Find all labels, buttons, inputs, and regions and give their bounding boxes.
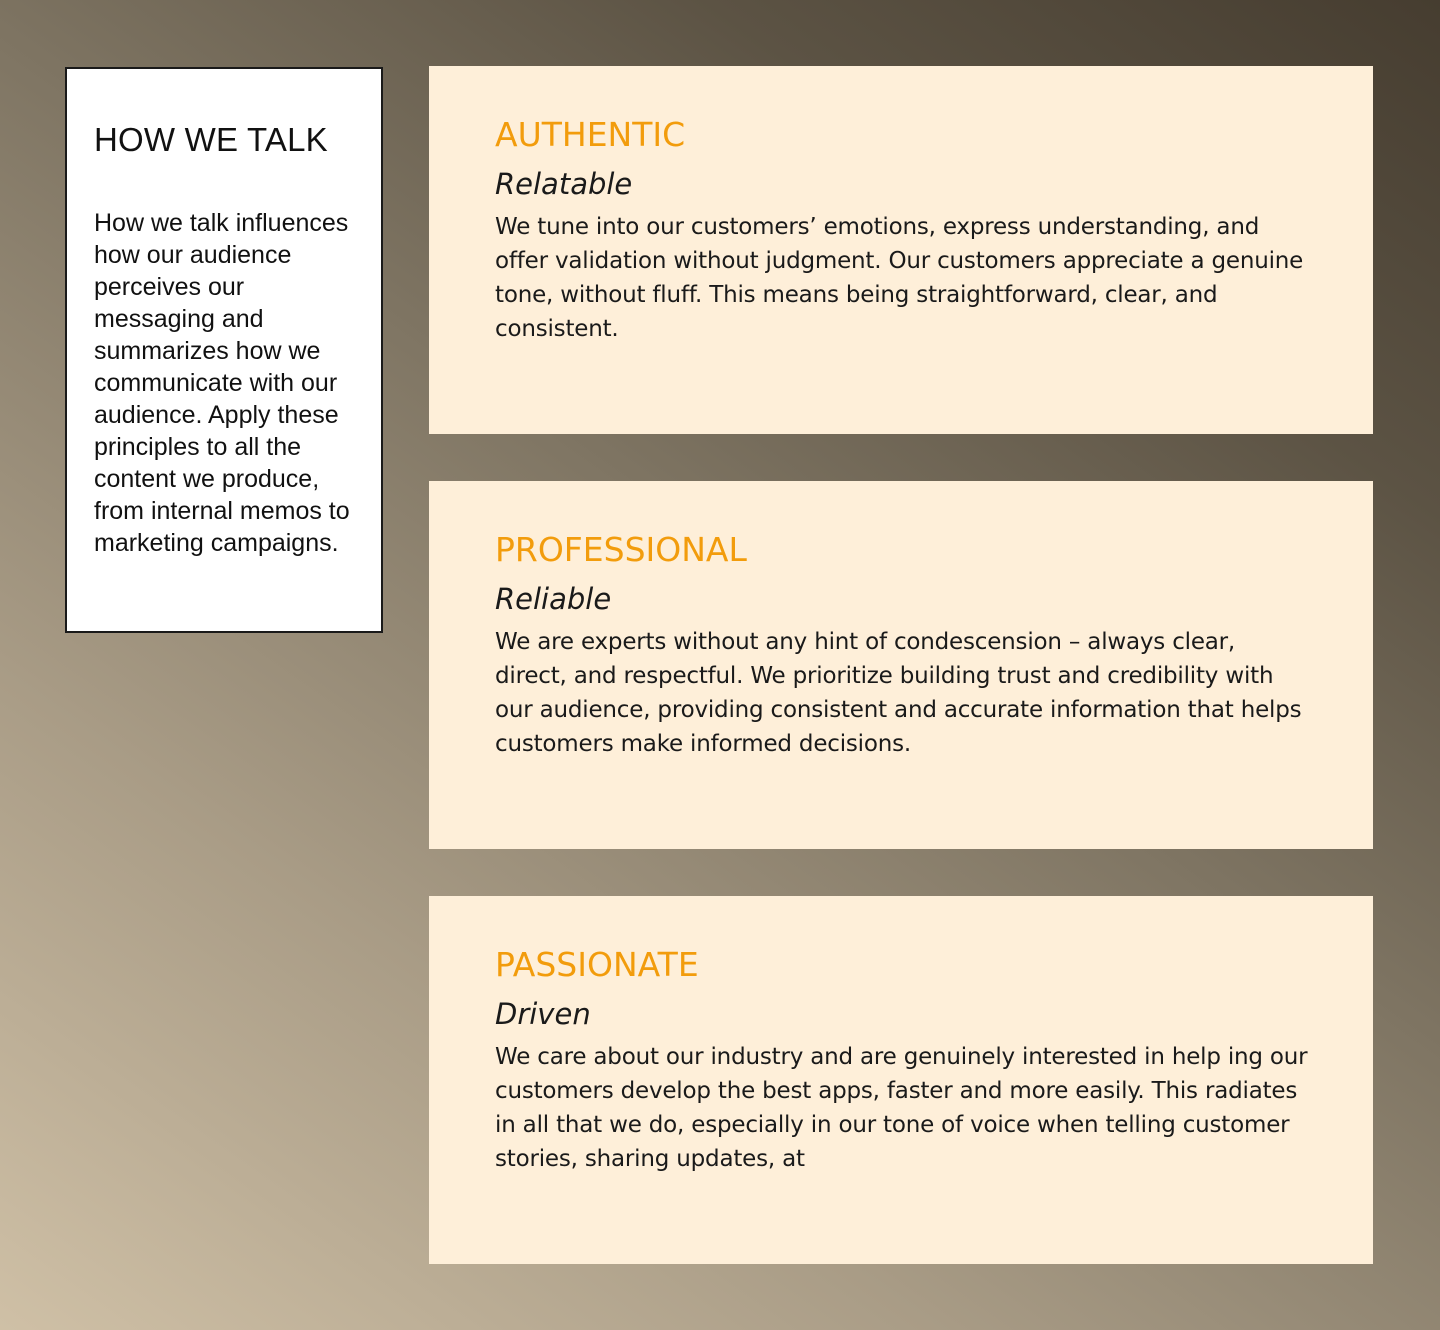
- card-subheading: Driven: [495, 997, 591, 1031]
- card-authentic: [429, 66, 1373, 434]
- intro-box: [65, 67, 383, 633]
- intro-text: How we talk influences how our audience perceives our messaging and summarizes how we communicate with our audience. Apply these principles to all the content we produce, from internal memos to marketing campaigns.: [94, 209, 350, 557]
- card-subheading: Relatable: [495, 167, 633, 201]
- intro-title: HOW WE TALK: [94, 121, 328, 158]
- card-body: We are experts without any hint of condescension – always clear, direct, and respectful. We prioritize building trust and credibility with our audience, providing consistent and accurate information that helps customers make informed decisions.: [495, 629, 1302, 757]
- card-heading: AUTHENTIC: [495, 115, 686, 154]
- card-body: We care about our industry and are genuinely interested in help ing our customers develop the best apps, faster and more easily. This radiates in all that we do, especially in our tone of voice when telling customer stories, sharing updates, at: [495, 1044, 1308, 1172]
- card-subheading: Reliable: [495, 582, 612, 616]
- card-heading: PROFESSIONAL: [495, 530, 747, 569]
- card-heading: PASSIONATE: [495, 945, 699, 984]
- card-professional: [429, 481, 1373, 849]
- card-passionate: [429, 896, 1373, 1264]
- card-body: We tune into our customers’ emotions, express understanding, and offer validation without judgment. Our customers appreciate a genuine tone, without fluff. This means being straightforward, clear, and consistent.: [495, 214, 1304, 342]
